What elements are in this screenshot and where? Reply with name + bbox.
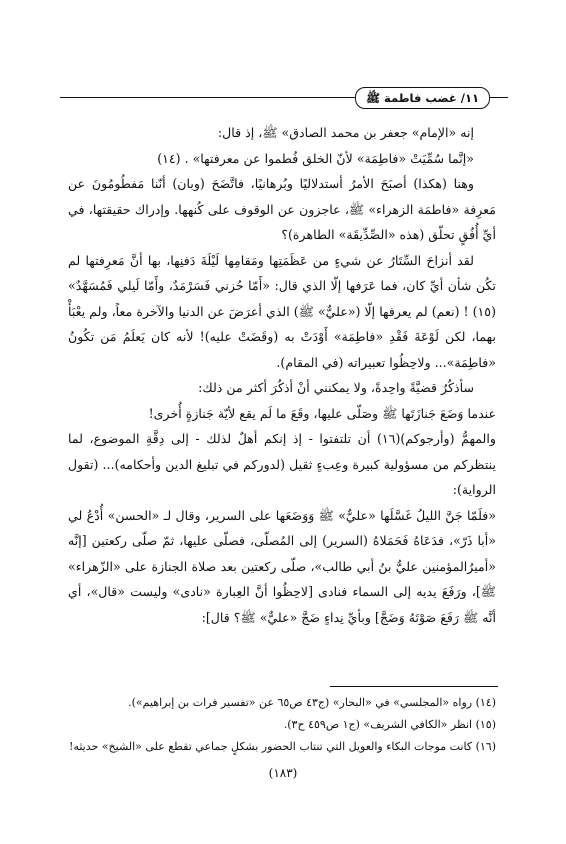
page-number: (١٨٣) (268, 766, 298, 780)
chapter-header: ١١/ غضب فاطمة ﷺ (355, 87, 490, 109)
paragraph: سأذكُرُ قضيَّةً واحِدةً، ولا يمكنني أنْ أذكُرَ أكثر من ذلك: (198, 380, 474, 395)
body-text (68, 120, 496, 630)
footnote: (١٥) انظر «الكافي الشريف» (ج١ ص٤٥٩ ح٣). (283, 718, 496, 731)
quote-paragraph: «إنَّما سُمِّيَتْ «فاطِمَة» لأنّ الخلق فُطموا عن معرفتها» . (١٤) (157, 150, 474, 166)
paragraph: لقد أنزاحَ السِّتَارُ عن شيءٍ من عَظَمَتِها ومَقامِها لَيْلَةَ دَفنِها، بها أنَّ مَعرِفتها لم تكُن شأن أيِّ كان، فما عَرَفها إلّا الذي قال: «أَمّا حُزني فَسَرْمَدٌ، وأَمّا لَيلي فَمُسَهَّدٌ» (١٥) ! (نعم) لم يعرفها إلّا («عليٌّ» ﷺ) الذي أعرَضَ عن الدنيا والآخرة معاً، ولم يعْبَأْ بهما، لكن لَوْعَةَ فَقْدِ «فاطِمَة» أَوْدَتْ به (وقَضَتْ عليه)! لأنه كان يَعلَمُ مَن تكُونُ «فاطِمَة»... ولاحِظُوا تعبيراته (في المقام). (68, 252, 496, 370)
paragraph: إنه «الإمام» جعفر بن محمد الصادق» ﷺ، إذ قال: (217, 125, 474, 140)
paragraph: وهنا (هكذا) أصبَحَ الأمرُ أستدلاليًا وبُرهانيًا، فاتَّضَحَ (وبان) أنّنا مَفطُومُونَ عن مَعرِفة «فاطمَة الزهراء» ﷺ، عاجزون عن الوقوف على كُنهها. وإدراك حقيقتها، في أيِّ أُفُقٍ تحلّق (هذه «الصِّدِّيقَة» الطاهرة)؟ (68, 176, 496, 242)
footnotes (68, 692, 496, 758)
footnote: (١٦) كانت موجات البكاء والعويل التي تنتاب الحضور بشكلٍ جماعي تقطع على «الشيخ» حديثه! (69, 740, 496, 753)
footnote-rule (330, 686, 498, 687)
paragraph: والمهمُّ (وأرجوكم)(١٦) أن تلتفتوا - إذ إنكم أهلٌ لذلك - إلى دِقَّةِ الموضوع، لما ينتظركم من مسؤولية كبيرة وعِبءٍ ثقيل (لدوركم في تبليغ الدين وأحكامه)... (تقول الرواية): (68, 431, 496, 497)
paragraph: عندما وَضَعَ جَنازَتَها ﷺ وصَلّى عليها، وقَعَ ما لَم يقع لأيّة جَنازةٍ أُخرى! (148, 405, 496, 421)
quote-paragraph: «فلَمّا جَنَّ الليلُ غَسَّلَها «عليٌّ» ﷺ وَوَضَعَها على السرير، وقال لـ «الحسن» أُدْعُ لي «أبا ذَرّ»، فدَعَاهُ فَحَمَلاهُ (السرير) إلى المُصلّى، فصلّى عليها، ثمّ صلّى ركعتين [إنَّه «أميرُالمؤمنين عليُّ بنُ أبي طالب»، صلّى ركعتين بعد صلاة الجنازة على «الزّهراء» ﷺ]، ورَفَعَ يديه إلى السماء فنادى [لاحِظُوا أنَّ العِبارة «نادى» وليست «قال»، أي أنَّه ﷺ رَفَعَ صَوْتَهُ وَضَجَّ] وبأيِّ نِداءٍ ضَجَّ «عليٌّ» ﷺ؟ قال]: (68, 507, 496, 625)
footnote: (١٤) رواه «المجلسي» في «البحار» (ج٤٣ ص٦٥ عن «تفسير فرات بن إبراهيم»). (128, 696, 496, 709)
